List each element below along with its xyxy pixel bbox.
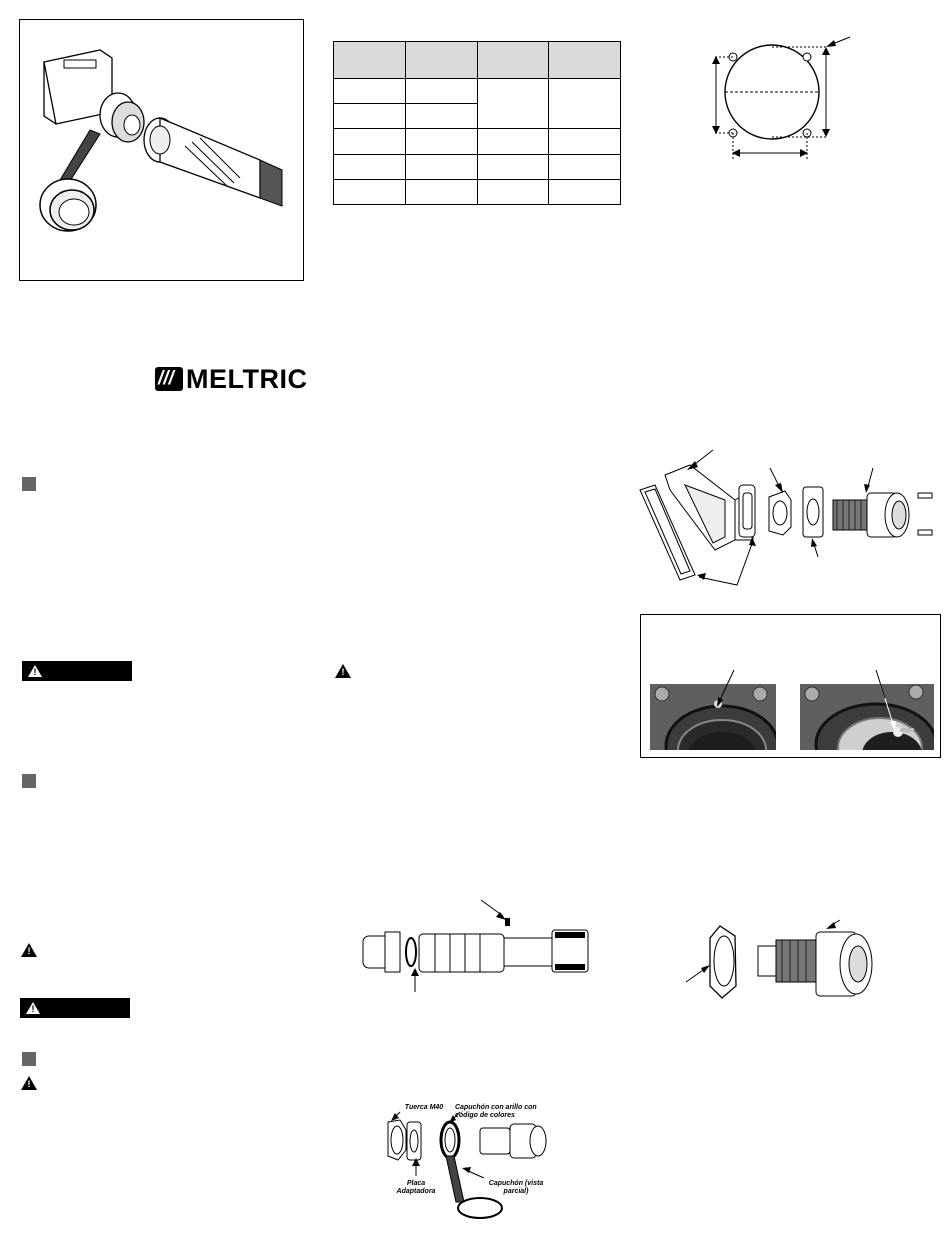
- photo-comparison-frame: [640, 614, 941, 758]
- section-square-icon: [22, 1052, 36, 1066]
- label-cap-partial: Capuchón (vista parcial): [488, 1180, 544, 1195]
- logo-wordmark: MELTRIC: [186, 364, 308, 394]
- receptacle-plug-drawing: [20, 20, 305, 282]
- plug-assembly-diagram: [355, 888, 615, 998]
- label-cap-ring: Capuchón con arillo con código de colores: [455, 1104, 537, 1119]
- kit-parts-diagram: [380, 1112, 550, 1212]
- warning-triangle-icon: !: [335, 664, 351, 678]
- exploded-mounting-diagram: [635, 445, 945, 595]
- meltric-logo: [155, 364, 308, 396]
- section-square-icon: [22, 774, 36, 788]
- product-illustration-frame: [19, 19, 304, 281]
- logo-mark: ///: [155, 367, 183, 391]
- warning-triangle-icon: !: [21, 943, 37, 957]
- receptacle-nut-diagram: [680, 918, 890, 1018]
- panel-cutout-diagram: [700, 30, 860, 170]
- warning-triangle-icon: !: [21, 1076, 37, 1090]
- warning-banner: !: [22, 661, 132, 681]
- label-nut: Tuerca M40: [404, 1104, 444, 1111]
- warning-banner: !: [20, 998, 130, 1018]
- specification-table: [333, 41, 621, 205]
- section-square-icon: [22, 477, 36, 491]
- label-adapter-plate: Placa Adaptadora: [396, 1180, 436, 1195]
- photo-pointer-arrows: [641, 615, 942, 759]
